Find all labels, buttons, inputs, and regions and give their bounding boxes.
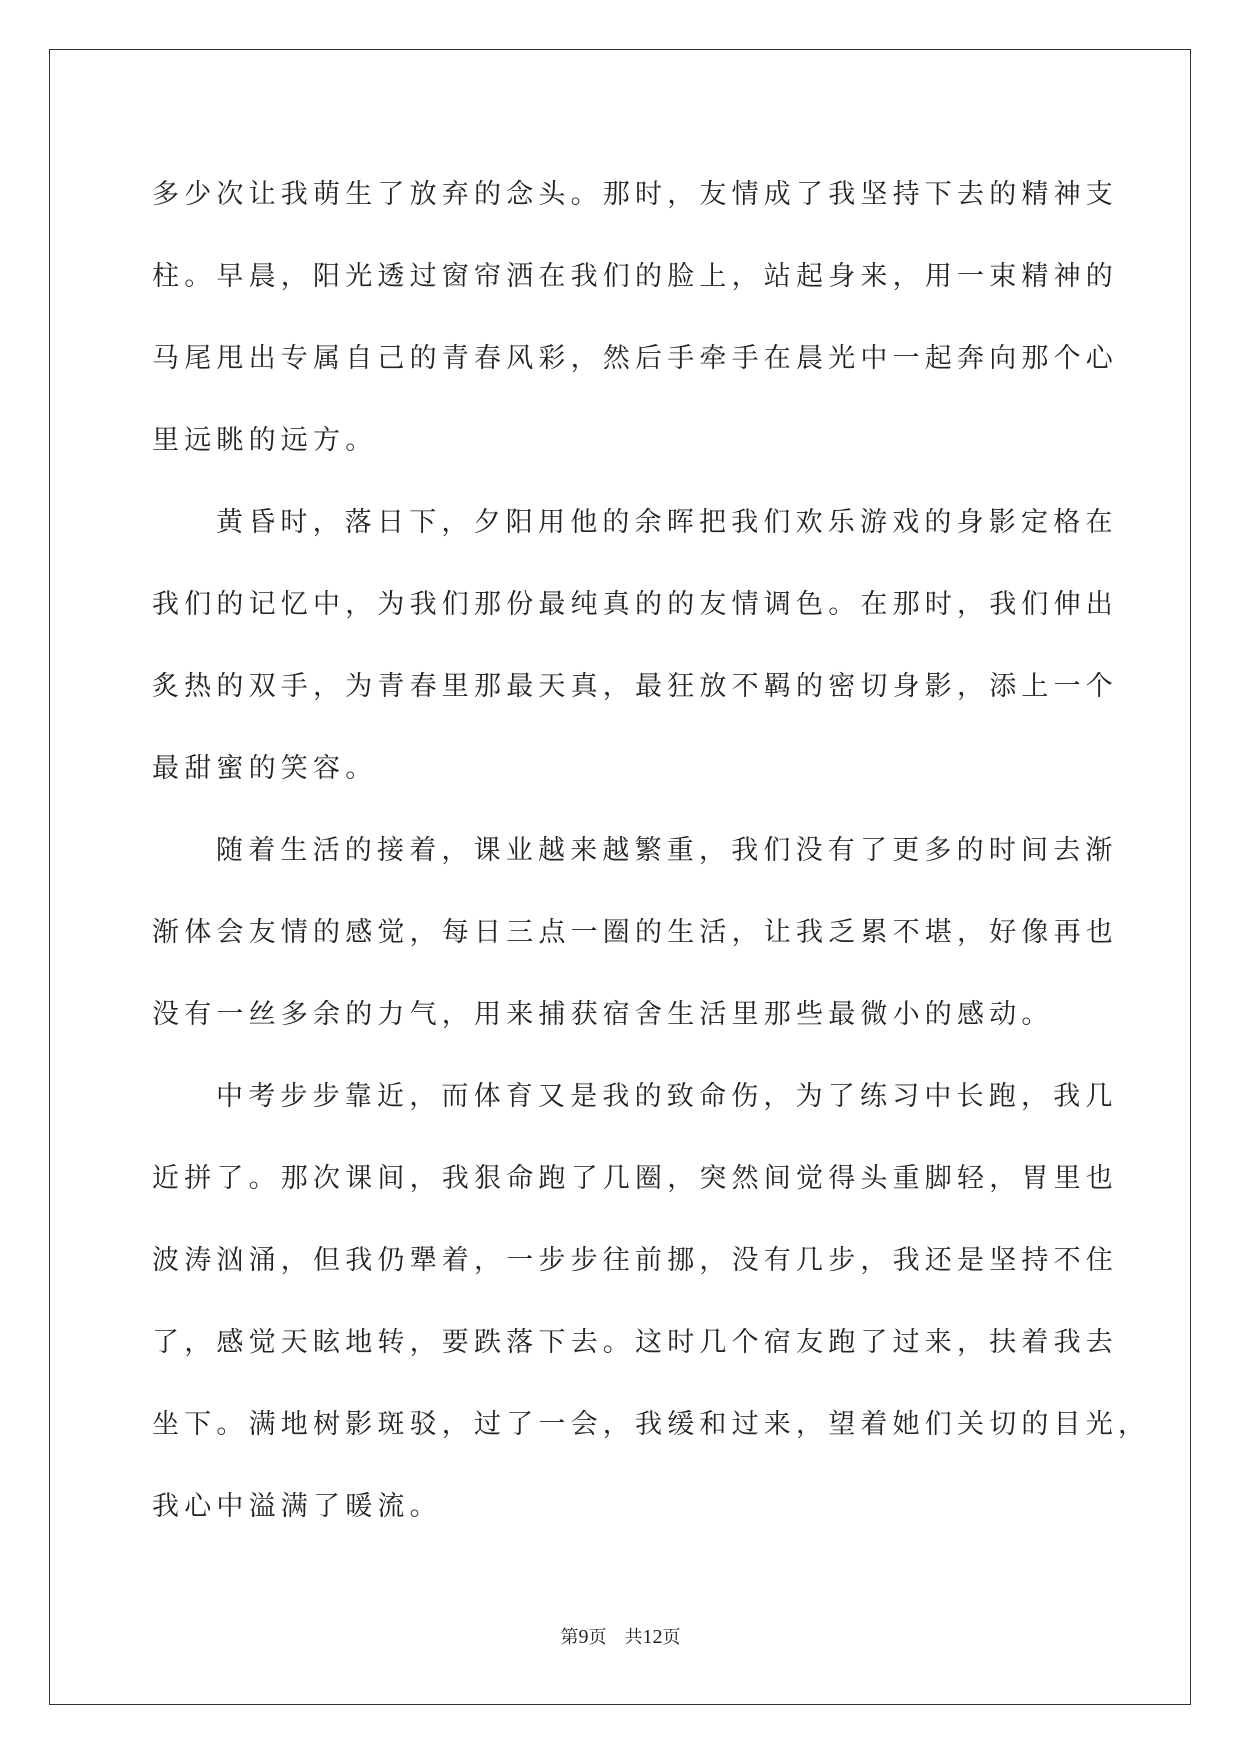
paragraph-first-line: 中考步步靠近，而体育又是我的致命伤，为了练习中长跑，我几 (216, 1081, 1118, 1112)
document-body (152, 154, 1151, 1548)
text-line: 波涛汹涌，但我仍犟着，一步步往前挪，没有几步，我还是坚持不住 (152, 1245, 1118, 1276)
text-line: 多少次让我萌生了放弃的念头。那时，友情成了我坚持下去的精神支 (152, 179, 1118, 210)
page-footer (0, 1623, 1241, 1649)
text-line: 坐下。满地树影斑驳，过了一会，我缓和过来，望着她们关切的目光， (152, 1409, 1151, 1440)
text-line: 我们的记忆中，为我们那份最纯真的的友情调色。在那时，我们伸出 (152, 589, 1118, 620)
page-suffix: 页 (662, 1627, 681, 1648)
current-page-number: 9 (578, 1626, 589, 1648)
text-line: 近拼了。那次课间，我狠命跑了几圈，突然间觉得头重脚轻，胃里也 (152, 1163, 1118, 1194)
page-separator: 页 共 (588, 1627, 643, 1648)
text-line: 了，感觉天眩地转，要跌落下去。这时几个宿友跑了过来，扶着我去 (152, 1327, 1118, 1358)
text-line: 炙热的双手，为青春里那最天真，最狂放不羁的密切身影，添上一个 (152, 671, 1118, 702)
paragraph-first-line: 随着生活的接着，课业越来越繁重，我们没有了更多的时间去渐 (216, 835, 1118, 866)
text-line: 最甜蜜的笑容。 (152, 753, 378, 784)
paragraph-first-line: 黄昏时，落日下，夕阳用他的余晖把我们欢乐游戏的身影定格在 (216, 507, 1118, 538)
text-line: 我心中溢满了暖流。 (152, 1491, 442, 1522)
page-prefix: 第 (560, 1627, 579, 1648)
text-line: 没有一丝多余的力气，用来捕获宿舍生活里那些最微小的感动。 (152, 999, 1054, 1030)
text-line: 马尾甩出专属自己的青春风彩，然后手牵手在晨光中一起奔向那个心 (152, 343, 1118, 374)
text-line: 渐体会友情的感觉，每日三点一圈的生活，让我乏累不堪，好像再也 (152, 917, 1118, 948)
text-line: 柱。早晨，阳光透过窗帘洒在我们的脸上，站起身来，用一束精神的 (152, 261, 1118, 292)
text-line: 里远眺的远方。 (152, 425, 378, 456)
total-page-number: 12 (642, 1626, 663, 1648)
